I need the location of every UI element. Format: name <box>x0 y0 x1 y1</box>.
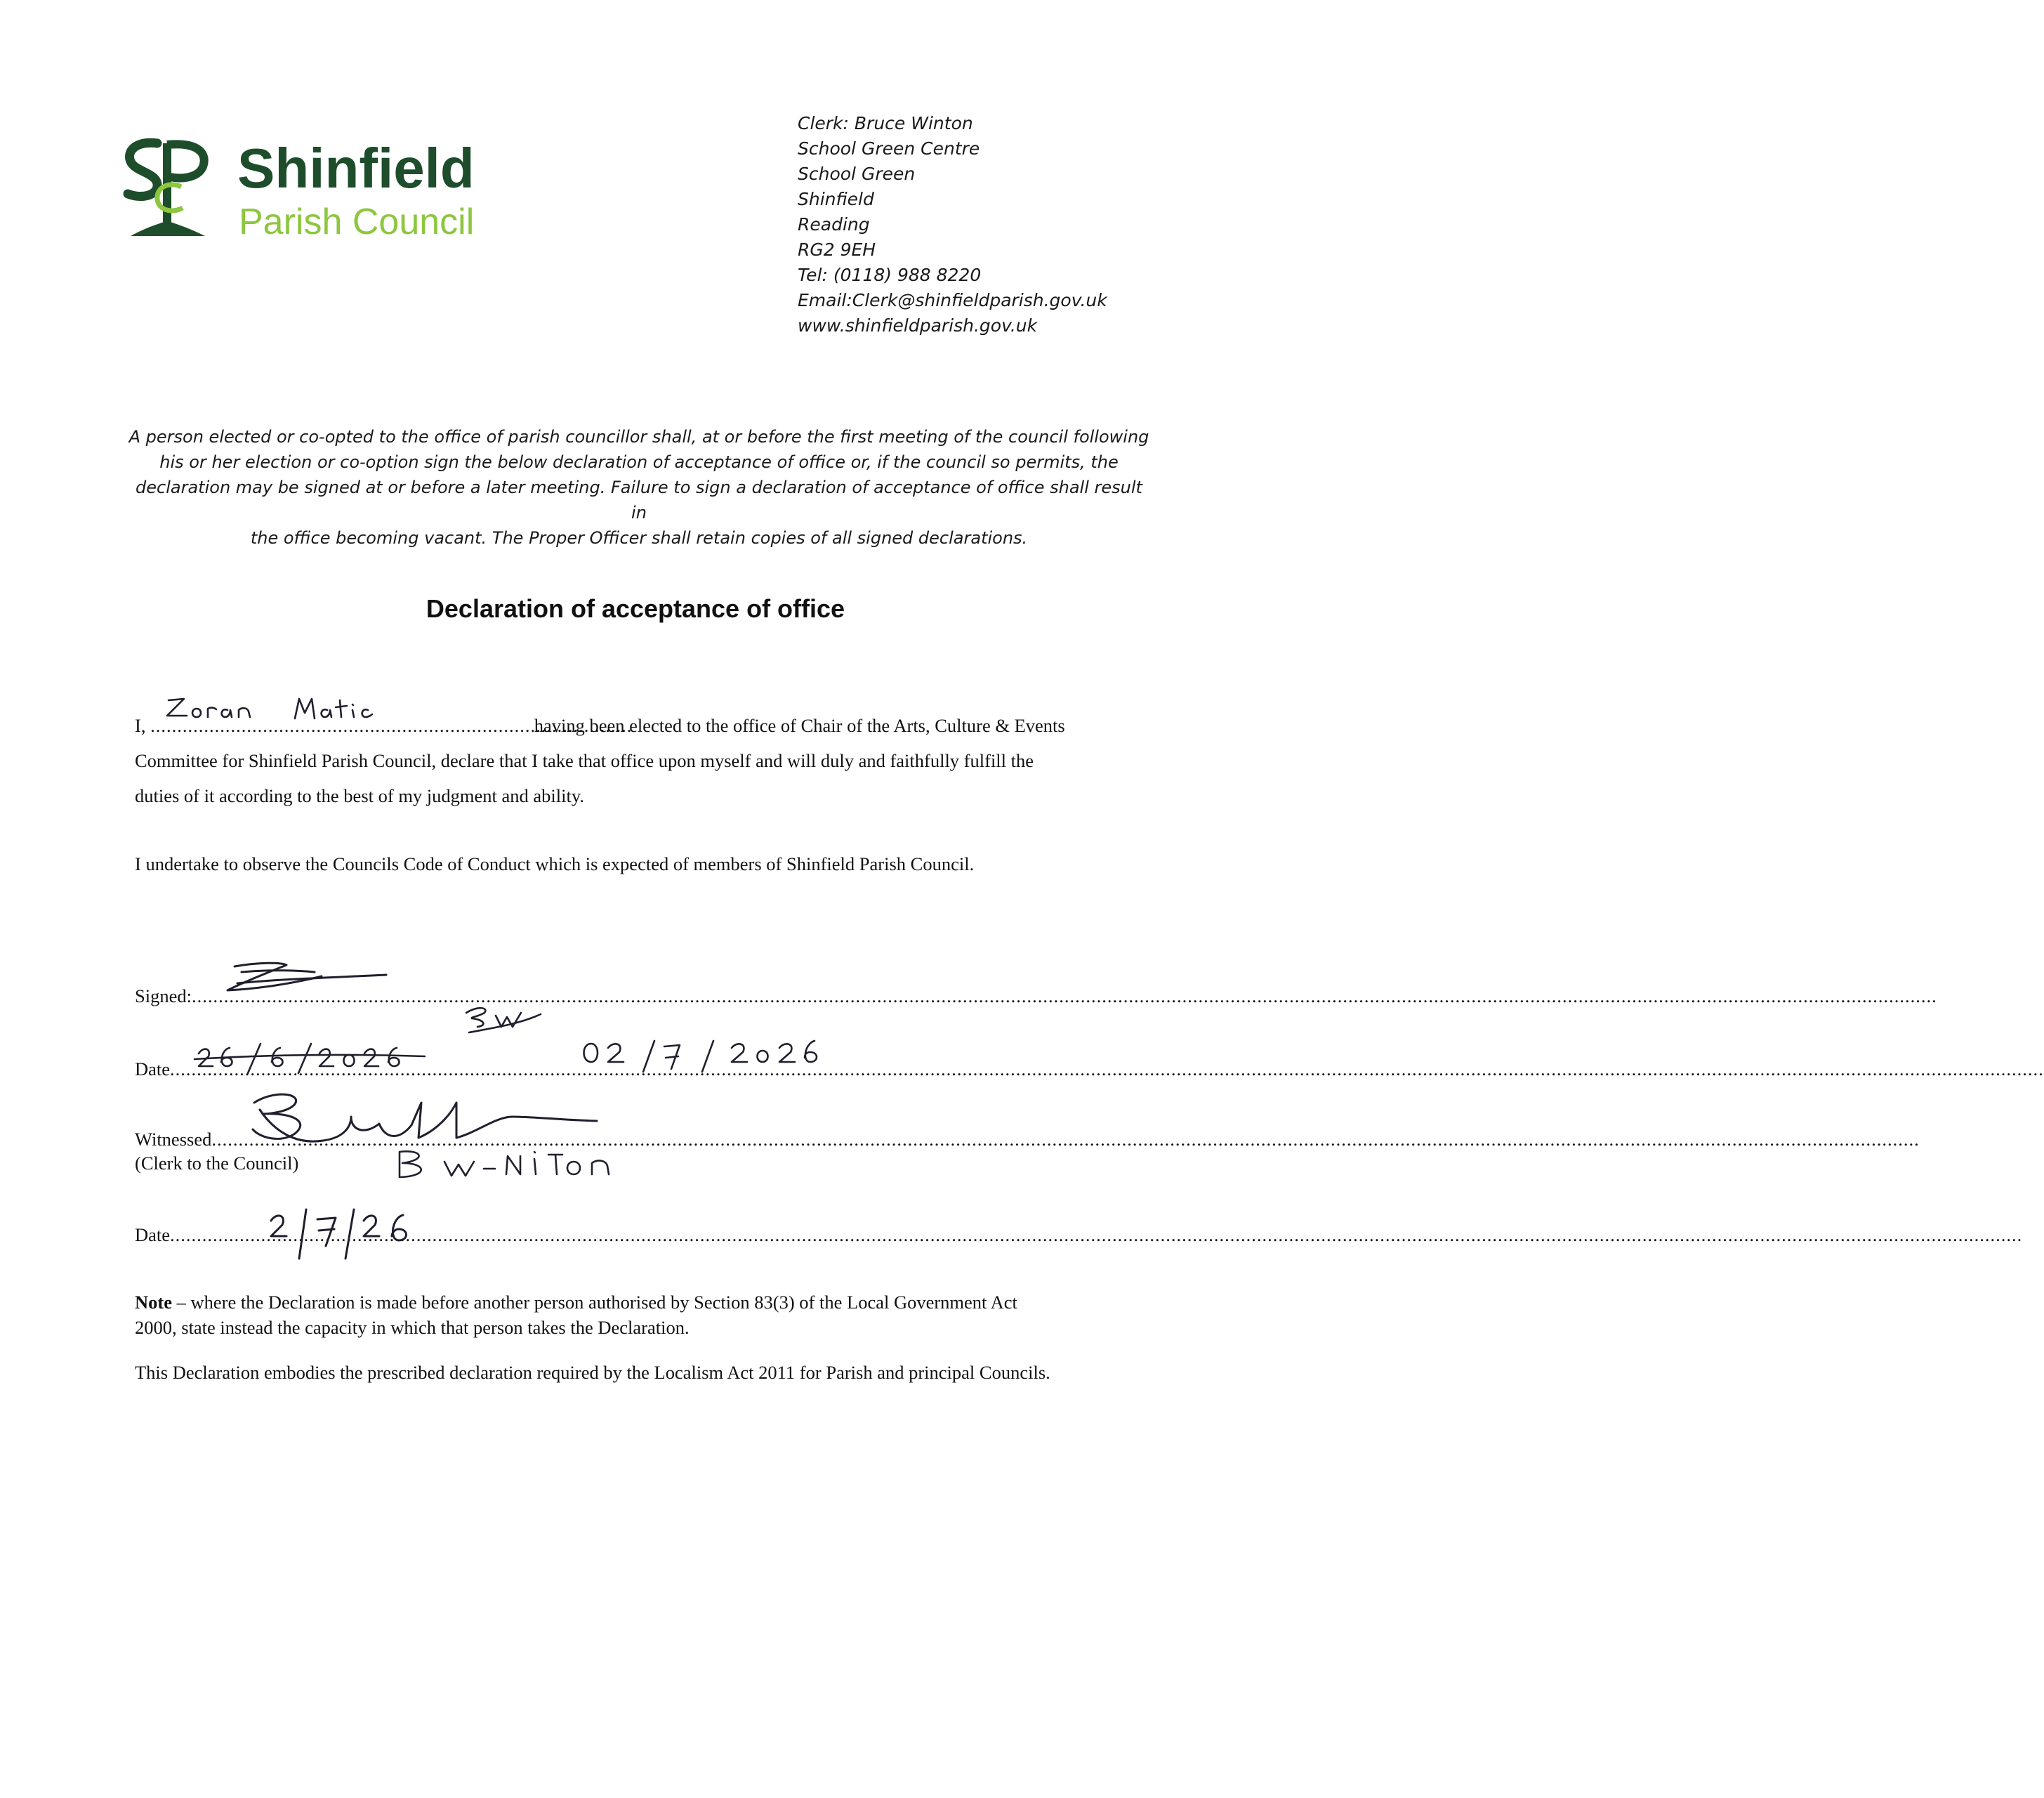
witnessed-label: Witnessed <box>135 1129 212 1150</box>
declaration-prefix: I, <box>135 715 146 736</box>
declaration-line1-text: having been elected to the office of Chair of the Arts, Culture & Events <box>534 715 1065 736</box>
date2-dotted-line: .......................................................................................................................................................................................................................................................................................................................................................... <box>170 1224 2023 1245</box>
declaration-line-3: duties of it according to the best of my judgment and ability. <box>135 785 585 806</box>
council-subtitle: Parish Council <box>239 202 475 242</box>
date-correction-initials <box>456 1000 548 1038</box>
council-logo-icon <box>121 138 212 243</box>
address-line: RG2 9EH <box>798 239 876 260</box>
note-line-1 <box>135 1290 1146 1315</box>
date-label: Date <box>135 1058 171 1080</box>
note-text: – where the Declaration is made before another person authorised by Section 83(3) of the Local Government Act <box>171 1292 1017 1313</box>
document-heading: Declaration of acceptance of office <box>426 594 845 623</box>
signature-mark <box>216 955 399 1004</box>
handwritten-name-signature <box>163 692 402 734</box>
council-name: Shinfield <box>237 137 475 199</box>
note-label: Note <box>135 1292 172 1313</box>
address-block <box>798 111 1107 339</box>
name-dotted-line: .......................................................................................... <box>150 715 633 736</box>
localism-act-statement: This Declaration embodies the prescribed declaration required by the Localism Act 2011 for Parish and principal Councils. <box>135 1362 1050 1383</box>
date-dotted-line: .............................................................................................................................................................................................................................................................................................................................................................. <box>170 1058 2044 1080</box>
phone-line: Tel: (0118) 988 8220 <box>798 265 982 285</box>
crossed-out-date <box>193 1038 488 1080</box>
intro-paragraph <box>126 424 1152 551</box>
address-line: Clerk: Bruce Winton <box>798 113 973 133</box>
intro-line: the office becoming vacant. The Proper Officer shall retain copies of all signed declarations. <box>250 528 1028 548</box>
signed-label: Signed: <box>135 985 192 1006</box>
website-line: www.shinfieldparish.gov.uk <box>798 315 1038 336</box>
undertaking-paragraph: I undertake to observe the Councils Code of Conduct which is expected of members of Shinfield Parish Council. <box>135 853 975 874</box>
intro-line: A person elected or co-opted to the office of parish councillor shall, at or before the first meeting of the council following <box>128 427 1149 447</box>
intro-line: declaration may be signed at or before a later meeting. Failure to sign a declaration of acceptance of office shall result in <box>136 478 1142 523</box>
intro-line: his or her election or co-option sign the below declaration of acceptance of office or, if the council so permits, the <box>159 452 1119 472</box>
handwritten-date <box>576 1034 871 1076</box>
email-line: Email:Clerk@shinfieldparish.gov.uk <box>798 290 1107 310</box>
note-paragraph <box>135 1290 1146 1340</box>
address-line: Shinfield <box>798 189 874 209</box>
address-line: Reading <box>798 214 870 235</box>
declaration-line-2: Committee for Shinfield Parish Council, declare that I take that office upon myself and will duly and faithfully fulfill the <box>135 750 1034 771</box>
address-line: School Green Centre <box>798 138 980 159</box>
signed-dotted-line: ...................................................................................................................................................................................................................................................................................................................................... <box>191 985 1937 1006</box>
witness-role: (Clerk to the Council) <box>135 1153 299 1174</box>
witness-date-handwritten <box>265 1205 448 1261</box>
witness-name-handwritten <box>390 1143 671 1188</box>
address-line: School Green <box>798 164 916 184</box>
note-line-2: 2000, state instead the capacity in which that person takes the Declaration. <box>135 1317 690 1338</box>
witnessed-dotted-line: ............................................................................................................................................................................................................................................................................................................................... <box>211 1129 1920 1150</box>
date2-label: Date <box>135 1224 171 1245</box>
